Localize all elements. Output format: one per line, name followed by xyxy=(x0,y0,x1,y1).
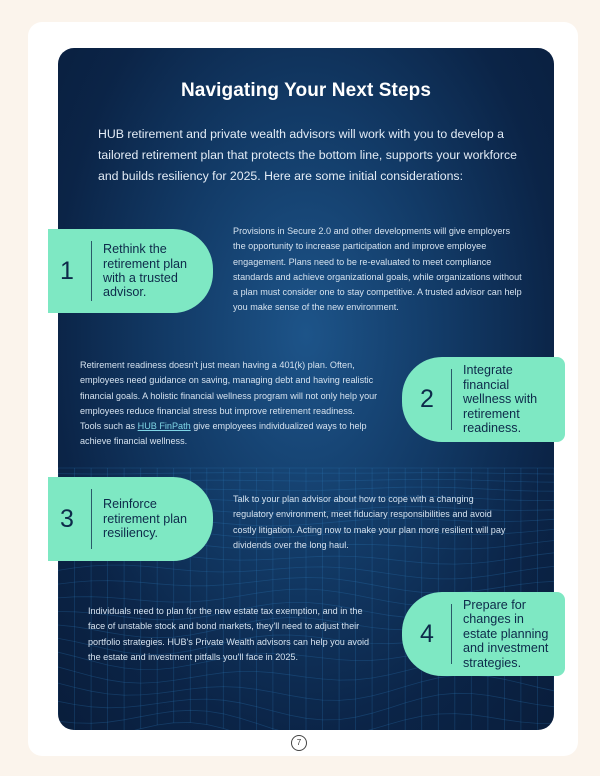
step-2-number: 2 xyxy=(420,385,434,413)
page-number: 7 xyxy=(291,735,307,751)
step-2-pill xyxy=(402,357,565,442)
step-1-number: 1 xyxy=(60,256,74,285)
step-1-pill xyxy=(48,229,213,313)
step-4-description: Individuals need to plan for the new estate tax exemption, and in the face of unstable stock and bond markets, they'll need to adjust their portfolio strategies. HUB's Private Wealth advisors can help you avoid the estate and investment pitfalls you'll face in 2025. xyxy=(88,606,370,662)
step-2-label: Integrate financial wellness with retirement readiness. xyxy=(463,363,538,436)
step-2-text-before-link: Retirement readiness doesn't just mean having a 401(k) plan. Often, employees need guidance on saving, managing debt and having realistic financial goals. A holistic financial wellness program will not only help your employees reduce financial stress but improve retirement readiness. Tools such as xyxy=(80,360,378,432)
step-3-description: Talk to your plan advisor about how to cope with a changing regulatory environment, meet fiduciary responsibilities and avoid costly litigation. Acting now to make your plan more resilient will pay dividends over the long haul. xyxy=(233,494,506,550)
step-4-label: Prepare for changes in estate planning and investment strategies. xyxy=(463,597,549,670)
step-1-divider xyxy=(91,241,92,301)
step-4-divider xyxy=(451,604,452,664)
intro-paragraph: HUB retirement and private wealth advisors will work with you to develop a tailored retirement plan that protects the bottom line, supports your workforce and builds resiliency for 2025. Here are some initial considerations: xyxy=(98,127,517,183)
step-4-number: 4 xyxy=(420,619,434,648)
step-4-pill xyxy=(402,592,565,676)
step-1-description: Provisions in Secure 2.0 and other developments will give employers the opportunity to increase participation and improve employee engagement. Plans need to be re-evaluated to meet compliance standards and achieve organizational goals, while organizations without a plan must consider one to stay competitive. A trusted advisor can help you make sense of the new environment. xyxy=(233,226,522,313)
step-1-label: Rethink the retirement plan with a trusted advisor. xyxy=(103,242,187,300)
page-title: Navigating Your Next Steps xyxy=(180,80,431,101)
step-2-divider xyxy=(451,369,452,430)
step-3-pill xyxy=(48,477,213,561)
hub-finpath-link[interactable]: HUB FinPath xyxy=(137,421,191,432)
step-2-description xyxy=(80,358,378,450)
step-2-text-after-link: give employees individualized ways to help achieve financial wellness. xyxy=(80,421,367,447)
step-3-label: Reinforce retirement plan resiliency. xyxy=(103,497,187,541)
step-3-number: 3 xyxy=(60,504,74,533)
step-3-divider xyxy=(91,489,92,549)
